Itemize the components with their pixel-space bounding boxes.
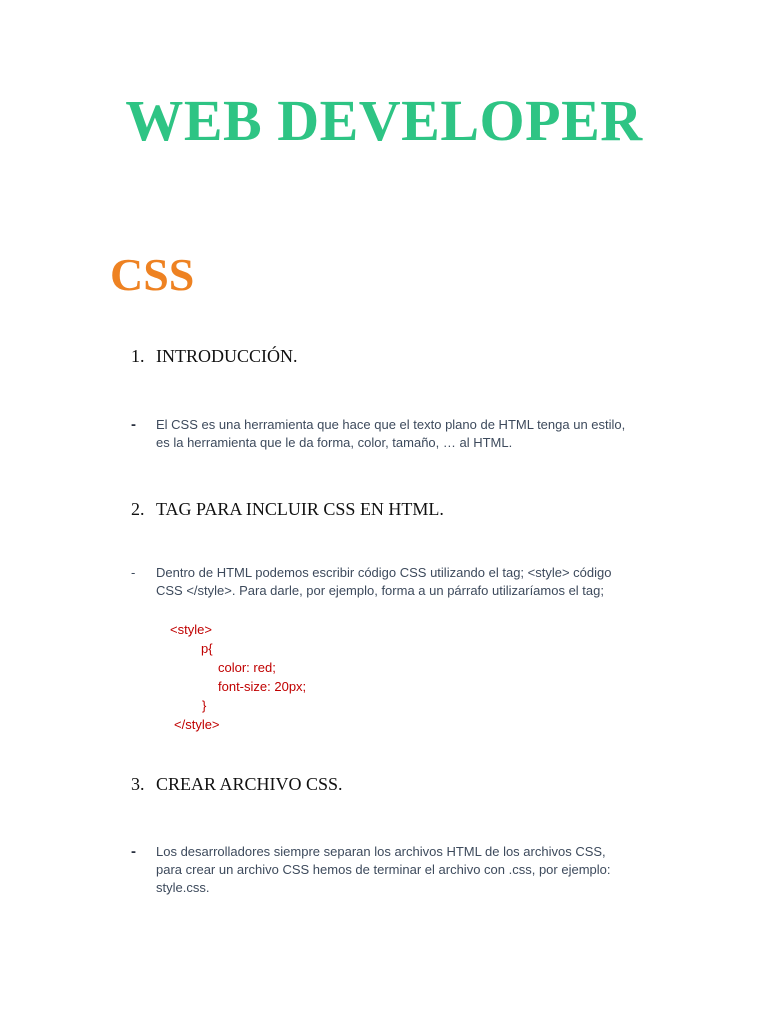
document-title: WEB DEVELOPER xyxy=(125,88,643,153)
code-line: p{ xyxy=(201,641,213,656)
code-line: </style> xyxy=(174,717,220,732)
paragraph-line: El CSS es una herramienta que hace que el texto plano de HTML tenga un estilo, xyxy=(156,417,626,432)
code-line: <style> xyxy=(170,622,212,637)
heading-crear-archivo-css xyxy=(131,773,343,795)
paragraph-line: Los desarrolladores siempre separan los archivos HTML de los archivos CSS, xyxy=(156,844,606,859)
bullet-dash: - xyxy=(131,843,136,860)
code-line: } xyxy=(202,698,207,713)
paragraph-line: es la herramienta que le da forma, color, tamaño, … al HTML. xyxy=(156,435,513,450)
code-line: font-size: 20px; xyxy=(218,679,307,694)
heading-text: CREAR ARCHIVO CSS. xyxy=(156,774,343,794)
paragraph xyxy=(156,564,676,600)
paragraph-line: para crear un archivo CSS hemos de terminar el archivo con .css, por ejemplo: xyxy=(156,862,611,877)
paragraph xyxy=(156,843,676,897)
code-line: color: red; xyxy=(218,660,276,675)
heading-text: INTRODUCCIÓN. xyxy=(156,346,298,366)
paragraph-line: Dentro de HTML podemos escribir código CSS utilizando el tag; <style> código xyxy=(156,565,612,580)
heading-number: 1. xyxy=(131,346,145,366)
paragraph-line: CSS </style>. Para darle, por ejemplo, forma a un párrafo utilizaríamos el tag; xyxy=(156,583,604,598)
paragraph-line: style.css. xyxy=(156,880,210,895)
heading-text: TAG PARA INCLUIR CSS EN HTML. xyxy=(156,499,444,519)
heading-number: 2. xyxy=(131,499,145,519)
heading-number: 3. xyxy=(131,774,145,794)
section-title: CSS xyxy=(110,249,195,300)
heading-tag-para-incluir-css xyxy=(131,498,444,520)
bullet-dash: - xyxy=(131,416,136,433)
bullet-dash: - xyxy=(131,565,136,580)
heading-introduccion xyxy=(131,345,298,367)
paragraph xyxy=(156,416,676,452)
